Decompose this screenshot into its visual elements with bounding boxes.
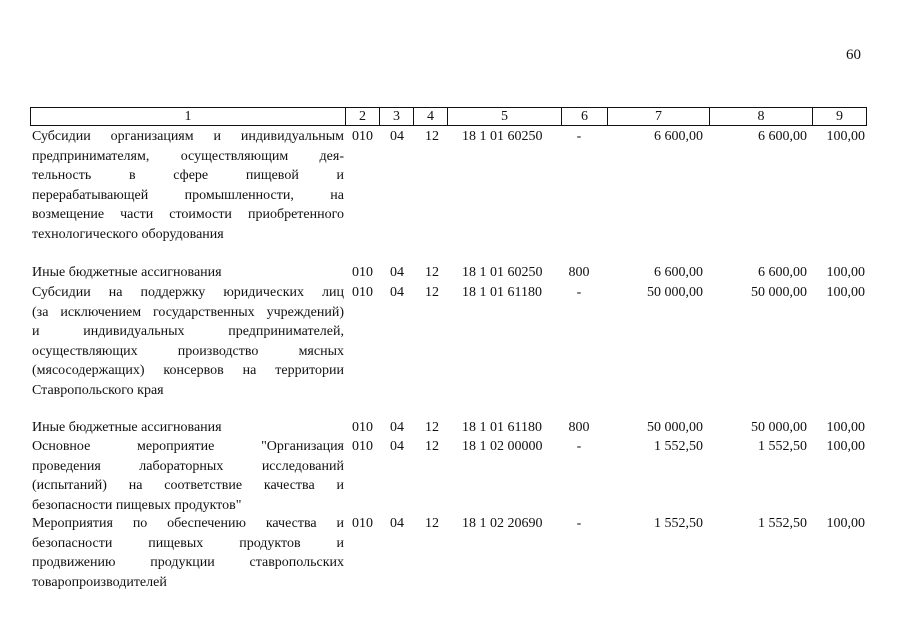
desc-line: тельность в сфере пищевой и (32, 168, 344, 183)
cell-c7: 50 000,00 (647, 285, 703, 300)
row-description (32, 514, 344, 592)
cell-c8: 1 552,50 (758, 516, 807, 531)
cell-c3: 04 (390, 129, 404, 144)
cell-c3: 04 (390, 420, 404, 435)
cell-c8: 6 600,00 (758, 265, 807, 280)
cell-c4: 12 (425, 420, 439, 435)
row-description (32, 283, 344, 400)
cell-c6: - (576, 516, 582, 531)
cell-c2: 010 (352, 439, 373, 454)
desc-line: проведения лабораторных исследований (32, 458, 344, 474)
cell-c6: - (576, 285, 582, 300)
desc-line: товаропроизводителей (32, 574, 167, 590)
cell-c9: 100,00 (826, 420, 865, 435)
cell-c8: 1 552,50 (758, 439, 807, 454)
cell-c7: 1 552,50 (654, 516, 703, 531)
desc-line: возмещение части стоимости приобретенного (32, 207, 344, 222)
desc-line: перерабатывающей промышленности, на (32, 187, 344, 203)
header-col-7: 7 (607, 108, 709, 125)
desc-line: Мероприятия по обеспечению качества и (32, 516, 344, 531)
header-col-2: 2 (345, 108, 379, 125)
cell-c7: 6 600,00 (654, 129, 703, 144)
cell-c5: 18 1 02 20690 (462, 516, 543, 531)
cell-c7: 6 600,00 (654, 265, 703, 280)
cell-c5: 18 1 01 60250 (462, 265, 543, 280)
desc-line: Субсидии на поддержку юридических лиц (32, 285, 344, 300)
cell-c9: 100,00 (826, 285, 865, 300)
cell-c6: - (576, 129, 582, 144)
row-description (32, 127, 344, 244)
header-col-3: 3 (379, 108, 413, 125)
desc-line: и индивидуальных предпринимателей, (32, 324, 344, 339)
desc-line: (испытаний) на соответствие качества и (32, 478, 344, 493)
desc-line: Иные бюджетные ассигнования (32, 265, 222, 280)
cell-c8: 50 000,00 (751, 285, 807, 300)
desc-line: Субсидии организациям и индивидуальным (32, 129, 344, 144)
cell-c2: 010 (352, 420, 373, 435)
cell-c4: 12 (425, 439, 439, 454)
cell-c6: 800 (568, 265, 590, 280)
cell-c9: 100,00 (826, 439, 865, 454)
desc-line: безопасности пищевых продуктов" (32, 497, 242, 513)
header-col-8: 8 (709, 108, 812, 125)
cell-c5: 18 1 01 60250 (462, 129, 543, 144)
cell-c9: 100,00 (826, 265, 865, 280)
header-col-4: 4 (413, 108, 447, 125)
cell-c3: 04 (390, 285, 404, 300)
cell-c4: 12 (425, 516, 439, 531)
header-col-1: 1 (184, 109, 192, 124)
cell-c4: 12 (425, 129, 439, 144)
cell-c5: 18 1 01 61180 (462, 420, 542, 435)
desc-line: (мясосодержащих) консервов на территории (32, 363, 344, 378)
desc-line: Иные бюджетные ассигнования (32, 420, 222, 435)
desc-line: Основное мероприятие "Организация (32, 439, 344, 454)
desc-line: (за исключением государственных учреждений) (32, 304, 344, 320)
row-description (32, 263, 344, 283)
cell-c5: 18 1 01 61180 (462, 285, 542, 300)
row-description (32, 437, 344, 515)
cell-c8: 6 600,00 (758, 129, 807, 144)
cell-c2: 010 (352, 129, 373, 144)
desc-line: безопасности пищевых продуктов и (32, 535, 344, 551)
cell-c6: - (576, 439, 582, 454)
cell-c7: 1 552,50 (654, 439, 703, 454)
cell-c9: 100,00 (826, 516, 865, 531)
cell-c4: 12 (425, 285, 439, 300)
desc-line: осуществляющих производство мясных (32, 343, 344, 359)
cell-c3: 04 (390, 265, 404, 280)
cell-c4: 12 (425, 265, 439, 280)
cell-c2: 010 (352, 516, 373, 531)
cell-c2: 010 (352, 265, 373, 280)
header-col-9: 9 (812, 108, 866, 125)
cell-c2: 010 (352, 285, 373, 300)
cell-c3: 04 (390, 516, 404, 531)
row-description (32, 418, 344, 438)
cell-c5: 18 1 02 00000 (462, 439, 543, 454)
cell-c6: 800 (568, 420, 590, 435)
cell-c8: 50 000,00 (751, 420, 807, 435)
page-number: 60 (846, 47, 861, 63)
cell-c7: 50 000,00 (647, 420, 703, 435)
cell-c9: 100,00 (826, 129, 865, 144)
desc-line: предпринимателям, осуществляющим дея- (32, 148, 344, 164)
cell-c3: 04 (390, 439, 404, 454)
table-header (30, 107, 867, 126)
header-col-5: 5 (447, 108, 561, 125)
desc-line: продвижению продукции ставропольских (32, 555, 344, 570)
desc-line: Ставропольского края (32, 382, 164, 398)
desc-line: технологического оборудования (32, 226, 224, 242)
header-col-6: 6 (561, 108, 607, 125)
